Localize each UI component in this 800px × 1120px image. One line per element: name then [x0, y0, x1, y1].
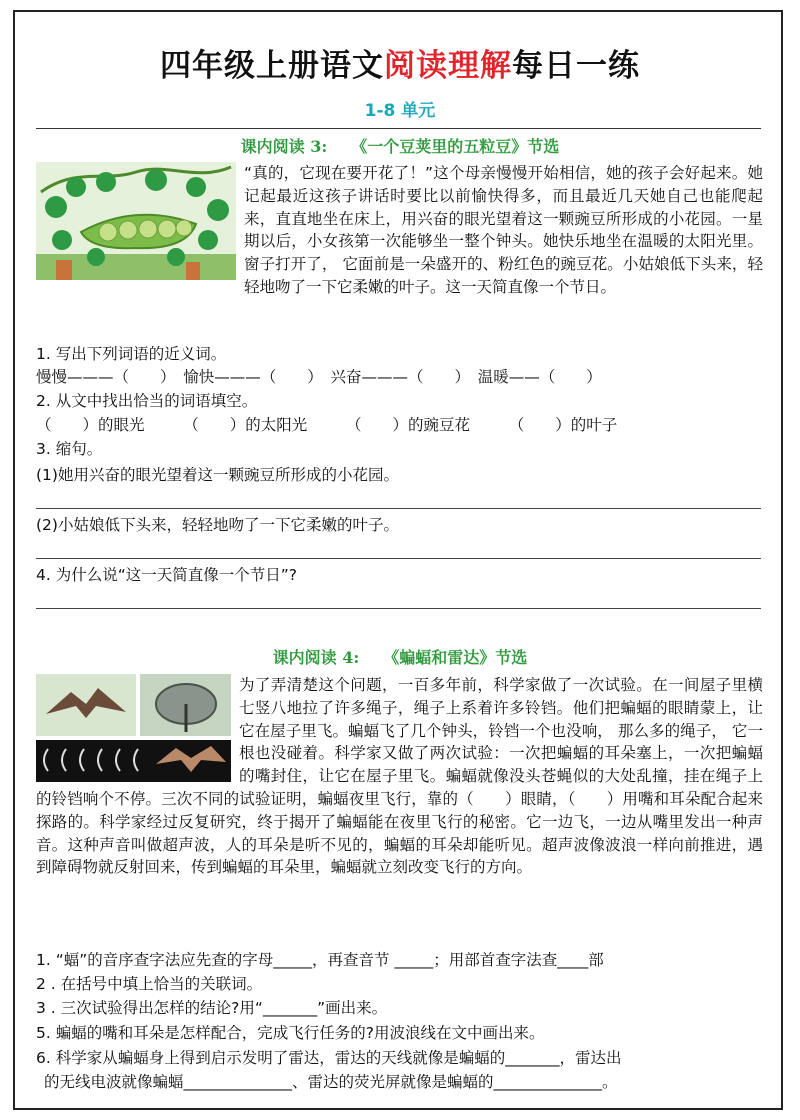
s1-question-1: 1. 写出下列词语的近义词。	[36, 345, 227, 363]
s2-question-5: 5. 蝙蝠的嘴和耳朵是怎样配合，完成飞行任务的?用波浪线在文中画出来。	[36, 1024, 545, 1042]
bat-radar-images	[36, 674, 231, 782]
section1-passage-text: “真的，它现在要开花了！”这个母亲慢慢开始相信，她的孩子会好起来。她记起最近这孩子讲话时要比以前愉快得多，而且最近几天她自己也能爬起来，直直地坐在床上，用兴奋的眼光望着这一颗豌豆所形成的小花园。一星期以后，小女孩第一次能够坐一整个钟头。她快乐地坐在温暖的太阳光里。窗子打开了， 它面前是一朵盛开的、粉红色的豌豆花。小姑娘低下头来，轻轻地吻了一下它柔嫩的叶子。这一天简直像一个节日。	[244, 164, 763, 296]
header-divider	[36, 128, 761, 129]
section1-label: 课内阅读 3:	[240, 137, 328, 156]
unit-subtitle: 1-8 单元	[364, 101, 436, 121]
s1-question-3-1: (1)她用兴奋的眼光望着这一颗豌豆所形成的小花园。	[36, 466, 399, 484]
s2-question-1: 1. “蝠”的音序查字法应先查的字母_____，再查音节 _____；用部首查字法查____部	[36, 951, 604, 969]
s1-answer-line-3[interactable]	[36, 608, 761, 609]
section2-passage-text: 为了弄清楚这个问题，一百多年前，科学家做了一次试验。在一间屋子里横七竖八地拉了许多绳子，绳子上系着许多铃铛。他们把蝙蝠的眼睛蒙上，让它在屋子里飞。蝙蝠飞了几个钟头，铃铛一个也没响， 那么多的绳子， 它一根也没碰着。科学家又做了两次试验：一次把蝙蝠的耳朵塞上，一次把蝙蝠的嘴封住，让它在屋子里飞。蝙蝠就像没头苍蝇似的大处乱撞，挂在绳子上的铃铛响个不停。三次不同的试验证明，蝙蝠夜里飞行，靠的（ ）眼睛，（ ）用嘴和耳朵配合起来探路的。科学家经过反复研究，终于揭开了蝙蝠能在夜里飞行的秘密。它一边飞，一边从嘴里发出一种声音。这种声音叫做超声波，人的耳朵是听不见的，蝙蝠的耳朵却能听见。超声波像波浪一样向前推进，遇到障碍物就反射回来，传到蝙蝠的耳朵里，蝙蝠就立刻改变飞行的方向。	[36, 676, 763, 877]
s1-question-3-2: (2)小姑娘低下头来，轻轻地吻了一下它柔嫩的叶子。	[36, 516, 399, 534]
s2-question-6-line2: 的无线电波就像蝙蝠______________、雷达的荧光屏就像是蝙蝠的______________。	[44, 1073, 618, 1091]
s1-question-2-items: （ ）的眼光 （ ）的太阳光 （ ）的豌豆花 （ ）的叶子	[36, 416, 618, 434]
s2-question-6-line1: 6. 科学家从蝙蝠身上得到启示发明了雷达，雷达的天线就像是蝙蝠的_______，雷达出	[36, 1049, 622, 1067]
section2-title	[0, 645, 800, 668]
s1-answer-line-2[interactable]	[36, 558, 761, 559]
section2-work: 《蝙蝠和雷达》节选	[383, 648, 528, 667]
s2-question-3: 3 . 三次试验得出怎样的结论?用“_______”画出来。	[36, 999, 388, 1017]
bat-photo-icon	[36, 674, 136, 736]
section2-label: 课内阅读 4:	[272, 648, 360, 667]
section1-work: 《一个豆荚里的五粒豆》节选	[351, 137, 560, 156]
title-highlight: 阅读理解	[384, 48, 512, 84]
section1-passage	[36, 162, 763, 299]
title-part2: 每日一练	[512, 48, 640, 84]
s1-question-1-items: 慢慢———（ ） 愉快———（ ） 兴奋———（ ） 温暖——（ ）	[36, 368, 602, 386]
s1-question-4: 4. 为什么说“这一天简直像一个节日”?	[36, 566, 298, 584]
page-title	[0, 40, 800, 85]
s1-question-2: 2. 从文中找出恰当的词语填空。	[36, 392, 258, 410]
title-part1: 四年级上册语文	[160, 48, 384, 84]
radar-dish-photo-icon	[140, 674, 231, 736]
s1-answer-line-1[interactable]	[36, 508, 761, 509]
section1-title	[0, 134, 800, 157]
section2-passage	[36, 674, 763, 879]
bat-flight-sequence-photo-icon	[36, 740, 231, 782]
peapod-illustration-icon	[36, 162, 236, 280]
s2-question-2: 2 . 在括号中填上恰当的关联词。	[36, 975, 263, 993]
s1-question-3: 3. 缩句。	[36, 440, 103, 458]
